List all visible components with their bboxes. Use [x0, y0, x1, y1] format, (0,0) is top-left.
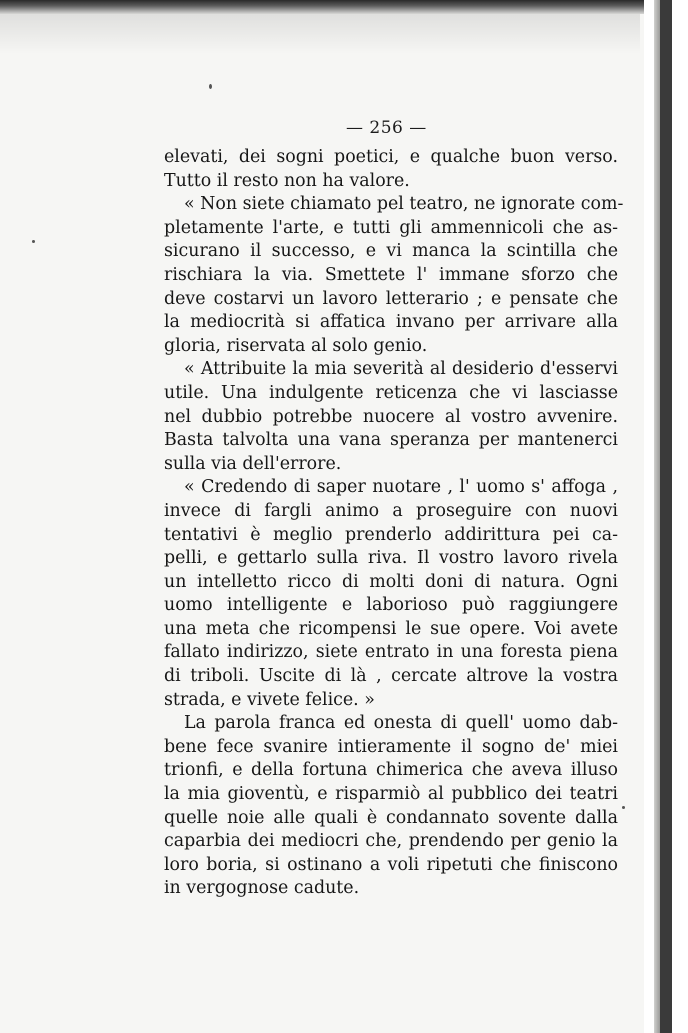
text-line: Tutto il resto non ha valore.	[164, 170, 410, 191]
text-line: pelli, e gettarlo sulla riva. Il vostro lavoro rivela	[164, 548, 618, 569]
text-line: invece di fargli animo a proseguire con nuovi	[164, 500, 618, 521]
text-line: « Attribuite la mia severità al desiderio d'esservi	[184, 359, 618, 380]
text-line: strada, e vivete felice. »	[164, 689, 375, 710]
text-line: La parola franca ed onesta di quell' uomo dab-	[184, 713, 618, 734]
text-line: gloria, riservata al solo genio.	[164, 335, 428, 356]
text-line: sicurano il successo, e vi manca la scintilla che	[164, 241, 618, 262]
text-line: pletamente l'arte, e tutti gli ammennicoli che as-	[164, 217, 618, 238]
text-line: caparbia dei mediocri che, prendendo per genio la	[164, 831, 618, 852]
text-line: bene fece svanire intieramente il sogno de' miei	[164, 736, 618, 757]
text-line: fallato indirizzo, siete entrato in una foresta piena	[164, 642, 618, 663]
page-number: — 256 —	[346, 118, 427, 138]
ink-speck	[622, 806, 625, 809]
text-line: rischiara la via. Smettete l' immane sforzo che	[164, 264, 618, 285]
page-binding-edge	[660, 0, 672, 1033]
text-line: loro boria, si ostinano a voli ripetuti che finiscono	[164, 854, 618, 875]
text-line: di triboli. Uscite di là , cercate altrove la vostra	[164, 666, 618, 687]
text-line: « Non siete chiamato pel teatro, ne ignorate com-	[184, 194, 624, 215]
text-line: in vergognose cadute.	[164, 878, 360, 899]
text-line: deve costarvi un lavoro letterario ; e pensate che	[164, 288, 618, 309]
ink-speck	[209, 84, 212, 89]
text-line: elevati, dei sogni poetici, e qualche buon verso.	[164, 147, 618, 167]
ink-speck	[32, 240, 35, 243]
page-top-edge	[0, 0, 688, 14]
text-line: utile. Una indulgente reticenza che vi lasciasse	[164, 382, 618, 403]
text-line: « Credendo di saper nuotare , l' uomo s' affoga ,	[184, 477, 618, 498]
text-line: un intelletto ricco di molti doni di natura. Ogni	[164, 571, 618, 592]
text-line: tentativi è meglio prenderlo addirittura pei ca-	[164, 524, 618, 545]
text-line: quelle noie alle quali è condannato sovente dalla	[164, 807, 618, 828]
body-text	[164, 146, 624, 901]
text-line: trionfi, e della fortuna chimerica che aveva illuso	[164, 760, 618, 781]
text-line: la mediocrità si affatica invano per arrivare alla	[164, 312, 618, 333]
text-line: una meta che ricompensi le sue opere. Voi avete	[164, 618, 618, 639]
page-top-shadow	[0, 14, 640, 54]
text-line: Basta talvolta una vana speranza per mantenerci	[164, 430, 618, 451]
text-line: nel dubbio potrebbe nuocere al vostro avvenire.	[164, 406, 618, 427]
text-line: la mia gioventù, e risparmiò al pubblico dei teatri	[164, 784, 618, 805]
text-line: uomo intelligente e laborioso può raggiungere	[164, 595, 618, 616]
text-line: sulla via dell'errore.	[164, 453, 342, 474]
